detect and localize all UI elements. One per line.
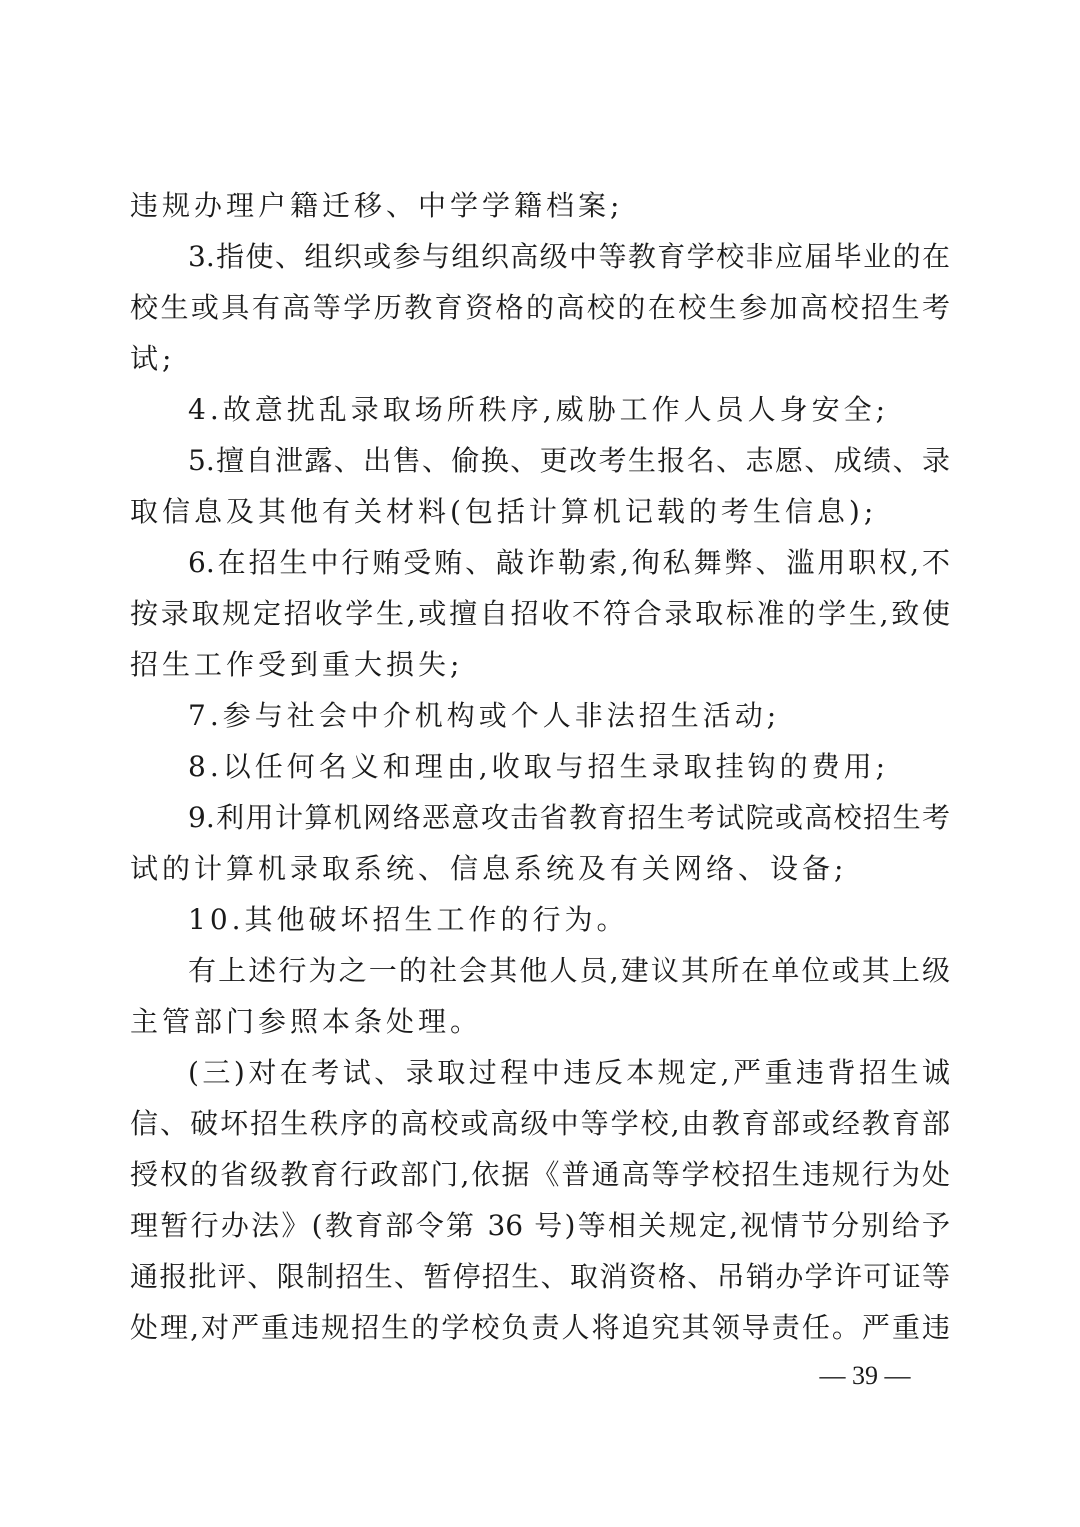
page-number: — 39 — [819, 1361, 911, 1390]
text-line: 信、破坏招生秩序的高校或高级中等学校,由教育部或经教育部 [130, 1107, 950, 1140]
text-line: 取信息及其他有关材料(包括计算机记载的考生信息); [130, 495, 878, 528]
text-line: 5.擅自泄露、出售、偷换、更改考生报名、志愿、成绩、录 [188, 444, 950, 477]
text-line: 9.利用计算机网络恶意攻击省教育招生考试院或高校招生考 [188, 801, 950, 834]
text-line: 处理,对严重违规招生的学校负责人将追究其领导责任。严重违 [130, 1311, 950, 1344]
text-line: 有上述行为之一的社会其他人员,建议其所在单位或其上级 [188, 954, 950, 987]
text-line: (三)对在考试、录取过程中违反本规定,严重违背招生诚 [188, 1056, 950, 1089]
text-line: 3.指使、组织或参与组织高级中等教育学校非应届毕业的在 [188, 240, 950, 273]
text-line: 授权的省级教育行政部门,依据《普通高等学校招生违规行为处 [130, 1158, 950, 1191]
text-line: 主管部门参照本条处理。 [130, 1005, 483, 1038]
text-line: 试; [130, 342, 176, 375]
text-line: 10.其他破坏招生工作的行为。 [188, 903, 629, 936]
text-line: 按录取规定招收学生,或擅自招收不符合录取标准的学生,致使 [130, 597, 950, 630]
text-line: 6.在招生中行贿受贿、敲诈勒索,徇私舞弊、滥用职权,不 [188, 546, 950, 579]
text-line: 8.以任何名义和理由,收取与招生录取挂钩的费用; [188, 750, 890, 783]
text-line: 违规办理户籍迁移、中学学籍档案; [130, 189, 624, 222]
text-line: 理暂行办法》(教育部令第 36 号)等相关规定,视情节分别给予 [130, 1209, 950, 1242]
text-line: 校生或具有高等学历教育资格的高校的在校生参加高校招生考 [130, 291, 950, 324]
text-line: 7.参与社会中介机构或个人非法招生活动; [188, 699, 781, 732]
text-line: 试的计算机录取系统、信息系统及有关网络、设备; [130, 852, 848, 885]
text-line: 通报批评、限制招生、暂停招生、取消资格、吊销办学许可证等 [130, 1260, 950, 1293]
text-line: 招生工作受到重大损失; [130, 648, 464, 681]
text-line: 4.故意扰乱录取场所秩序,威胁工作人员人身安全; [188, 393, 890, 426]
